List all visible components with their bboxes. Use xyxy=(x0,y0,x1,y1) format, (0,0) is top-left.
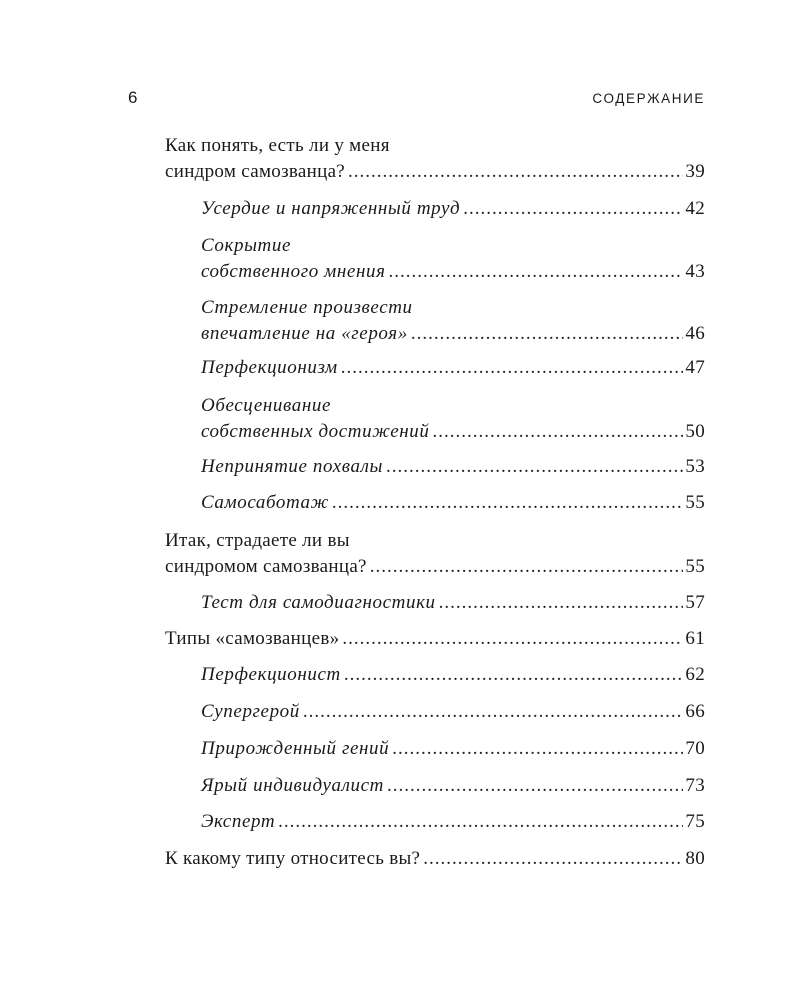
toc-entry-title-line: Супергерой xyxy=(201,701,300,722)
toc-page-number: 70 xyxy=(685,738,705,759)
toc-entry-title-line: Сокрытие xyxy=(201,235,292,256)
toc-entry-devaluing-achievements xyxy=(201,393,705,445)
toc-entry-title-line: Итак, страдаете ли вы xyxy=(165,530,350,551)
toc-entry-title-line: Непринятие похвалы xyxy=(201,456,383,477)
toc-page-number: 42 xyxy=(685,198,705,219)
dot-leader xyxy=(411,321,684,347)
dot-leader xyxy=(303,699,684,725)
dot-leader xyxy=(332,490,683,516)
toc-entry-title-line: собственных достижений xyxy=(201,421,430,442)
toc-entry-hard-work xyxy=(201,196,705,222)
toc-page-number: 55 xyxy=(685,556,705,577)
toc-page-number: 73 xyxy=(685,775,705,796)
toc-entry-title-line: Стремление произвести xyxy=(201,297,413,318)
dot-leader xyxy=(344,662,684,688)
dot-leader xyxy=(341,355,684,381)
toc-entry-title-line: Обесценивание xyxy=(201,395,332,416)
toc-entry-self-sabotage xyxy=(201,490,705,516)
toc-entry-rejecting-praise xyxy=(201,454,705,480)
dot-leader xyxy=(389,259,684,285)
dot-leader xyxy=(463,196,683,222)
toc-entry-superhero xyxy=(201,699,705,725)
toc-entry-perfectionism xyxy=(201,355,705,381)
toc-entry-title-line: синдром самозванца? xyxy=(165,161,346,182)
toc-entry-title-line: Типы «самозванцев» xyxy=(165,628,340,649)
toc-page-number: 50 xyxy=(685,421,705,442)
running-head: СОДЕРЖАНИЕ xyxy=(592,91,705,106)
toc-page-number: 57 xyxy=(685,592,705,613)
toc-entry-title-line: собственного мнения xyxy=(201,261,386,282)
dot-leader xyxy=(386,454,683,480)
toc-entry-self-test xyxy=(201,590,705,616)
toc-page-number: 46 xyxy=(685,323,705,344)
toc-entry-rugged-individualist xyxy=(201,773,705,799)
dot-leader xyxy=(348,159,683,185)
toc-entry-title-line: Эксперт xyxy=(201,811,276,832)
toc-entry-title-line: Прирожденный гений xyxy=(201,738,390,759)
toc-entry-title-line: Ярый индивидуалист xyxy=(201,775,384,796)
dot-leader xyxy=(387,773,683,799)
toc-entry-do-you-suffer xyxy=(165,528,705,580)
toc-page-number: 39 xyxy=(685,161,705,182)
dot-leader xyxy=(423,846,683,872)
dot-leader xyxy=(278,809,683,835)
toc-entry-title-line: Как понять, есть ли у меня xyxy=(165,135,390,156)
dot-leader xyxy=(439,590,684,616)
toc-page-number: 61 xyxy=(685,628,705,649)
toc-page-number: 80 xyxy=(685,848,705,869)
dot-leader xyxy=(392,736,683,762)
toc-entry-title-line: впечатление на «героя» xyxy=(201,323,408,344)
dot-leader xyxy=(370,554,684,580)
toc-entry-title-line: синдромом самозванца? xyxy=(165,556,367,577)
toc-entry-impress-hero xyxy=(201,295,705,347)
dot-leader xyxy=(433,419,684,445)
toc-entry-impostor-check xyxy=(165,133,705,185)
toc-entry-natural-genius xyxy=(201,736,705,762)
toc-page-number: 62 xyxy=(685,664,705,685)
dot-leader xyxy=(342,626,683,652)
toc-entry-expert xyxy=(201,809,705,835)
toc-entry-title-line: Усердие и напряженный труд xyxy=(201,198,461,219)
toc-entry-title-line: Перфекционизм xyxy=(201,357,338,378)
toc-entry-title-line: Самосаботаж xyxy=(201,492,329,513)
toc-page-number: 53 xyxy=(685,456,705,477)
toc-entry-impostor-types xyxy=(165,626,705,652)
toc-entry-perfectionist xyxy=(201,662,705,688)
page-number: 6 xyxy=(128,88,138,107)
toc-page-number: 47 xyxy=(685,357,705,378)
toc-entry-hiding-opinion xyxy=(201,233,705,285)
toc-entry-title-line: Перфекционист xyxy=(201,664,341,685)
toc-page-number: 66 xyxy=(685,701,705,722)
toc-entry-title-line: К какому типу относитесь вы? xyxy=(165,848,421,869)
toc-page-number: 55 xyxy=(685,492,705,513)
toc-entry-title-line: Тест для самодиагностики xyxy=(201,592,436,613)
toc-page-number: 43 xyxy=(685,261,705,282)
toc-entry-which-type xyxy=(165,846,705,872)
toc-page-number: 75 xyxy=(685,811,705,832)
